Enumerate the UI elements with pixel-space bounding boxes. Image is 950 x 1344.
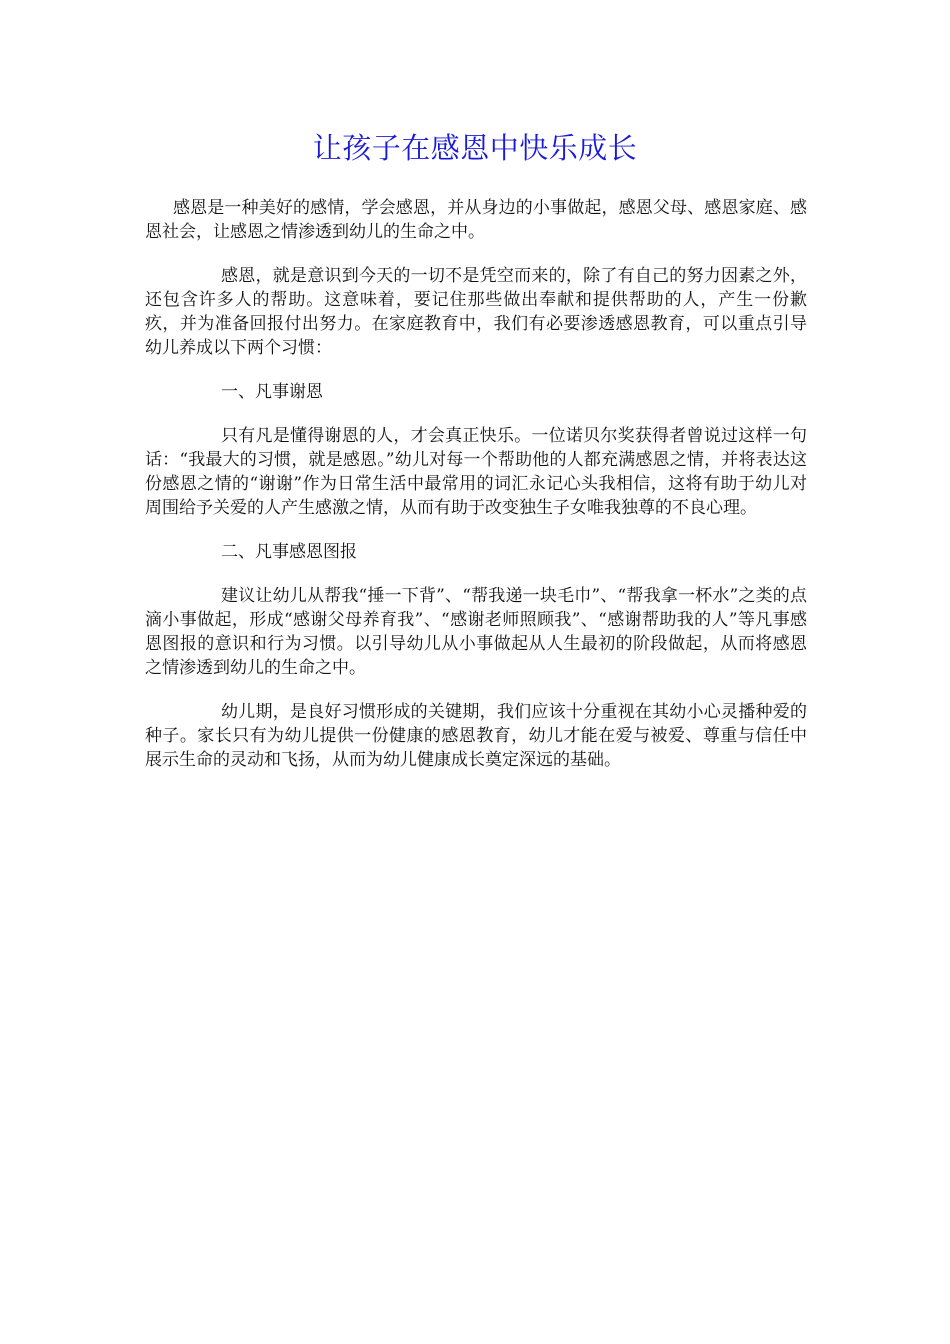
paragraph-conclusion: 幼儿期，是良好习惯形成的关键期，我们应该十分重视在其幼小心灵播种爱的种子。家长只有为幼儿提供一份健康的感恩教育，幼儿才能在爱与被爱、尊重与信任中展示生命的灵动和飞扬，从而为幼儿健康成长奠定深远的基础。 [145,702,807,770]
paragraph-intro: 感恩是一种美好的感情，学会感恩，并从身边的小事做起，感恩父母、感恩家庭、感恩社会，让感恩之情渗透到幼儿的生命之中。 [145,198,807,242]
section-heading-2: 二、凡事感恩图报 [221,542,357,562]
section-heading-1: 一、凡事谢恩 [221,382,323,402]
paragraph-gratitude-definition: 感恩，就是意识到今天的一切不是凭空而来的，除了有自己的努力因素之外，还包含许多人的帮助。这意味着，要记住那些做出奉献和提供帮助的人，产生一份歉疚，并为准备回报付出努力。在家庭教育中，我们有必要渗透感恩教育，可以重点引导幼儿养成以下两个习惯： [145,266,807,358]
document-body [145,196,807,792]
document-title: 让孩子在感恩中快乐成长 [312,131,638,165]
paragraph-section-1: 只有凡是懂得谢恩的人，才会真正快乐。一位诺贝尔奖获得者曾说过这样一句话：“我最大的习惯，就是感恩。”幼儿对每一个帮助他的人都充满感恩之情，并将表达这份感恩之情的“谢谢”作为日常生活中最常用的词汇永记心头我相信，这将有助于幼儿对周围给予关爱的人产生感激之情，从而有助于改变独生子女唯我独尊的不良心理。 [145,426,807,518]
paragraph-section-2: 建议让幼儿从帮我“捶一下背”、“帮我递一块毛巾”、“帮我拿一杯水”之类的点滴小事做起，形成“感谢父母养育我”、“感谢老师照顾我”、“感谢帮助我的人”等凡事感恩图报的意识和行为习惯。以引导幼儿从小事做起从人生最初的阶段做起，从而将感恩之情渗透到幼儿的生命之中。 [145,586,807,678]
